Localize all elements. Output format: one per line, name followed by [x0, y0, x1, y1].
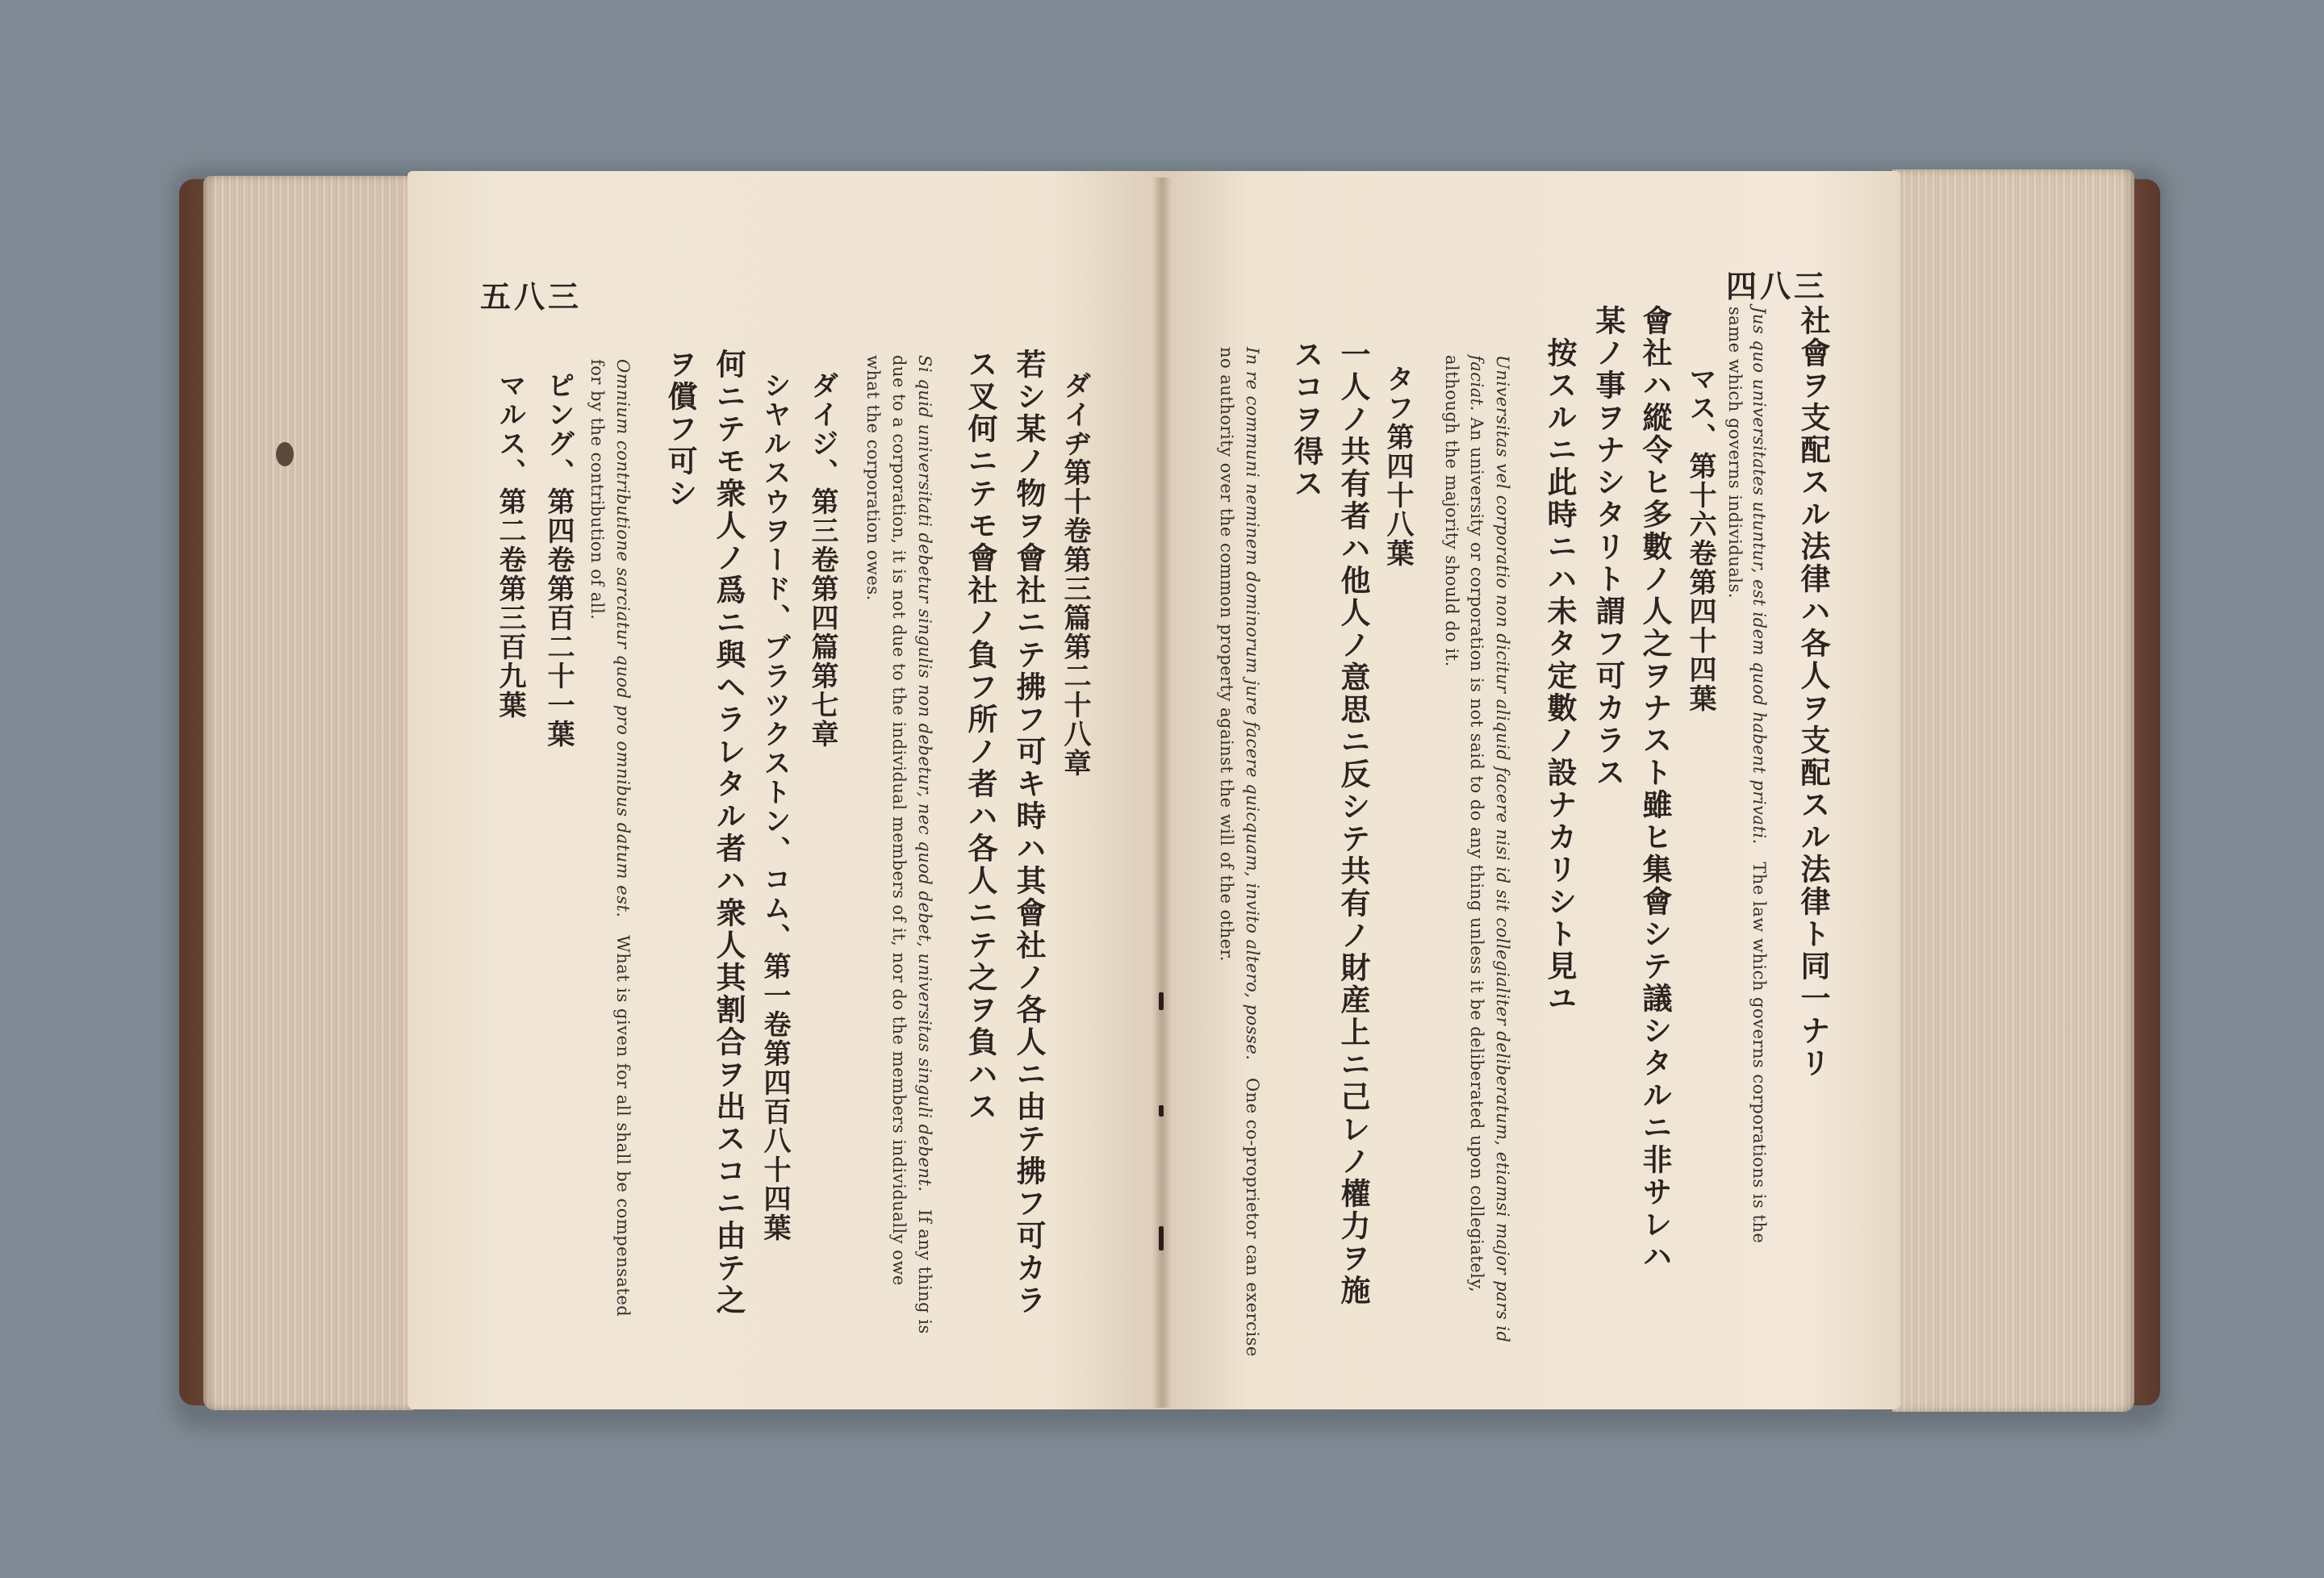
- english-text: no authority over the common property against the will of the other.: [1217, 347, 1236, 962]
- text-column: [587, 359, 607, 620]
- citation-heading: タフ第四十八葉: [1381, 365, 1414, 568]
- text-column: [1442, 355, 1461, 667]
- text-column: [1217, 347, 1236, 962]
- latin-text: Si quid universitati debetur singulis non debetur, nec quod debet, universitas singuli debent.: [915, 355, 934, 1192]
- english-text: same which governs individuals.: [1725, 307, 1745, 599]
- binding-stitch: [1159, 1226, 1164, 1250]
- right-page-edges: [1892, 169, 2134, 1412]
- binding-stitch: [1159, 1105, 1164, 1117]
- citation-heading: マルス、第二卷第三百九葉: [494, 371, 526, 720]
- text-column: 會社ハ縱令ヒ多數ノ人之ヲナスト雖ヒ集會シテ議シタルニ非サレハ: [1637, 305, 1673, 1273]
- left-page-edges: [203, 176, 413, 1410]
- citation-heading: シヤルスウヲード、ブラツクストン、コム、第一卷第四百八十四葉: [759, 371, 791, 1242]
- citation-heading: ダイヂ第十卷第三篇第二十八章: [1059, 371, 1091, 778]
- left-page-number: 五八三: [480, 278, 583, 315]
- english-text: what the corporation owes.: [863, 355, 883, 601]
- right-page-number: 四八三: [1725, 268, 1828, 304]
- citation-heading: ピング、第四卷第百二十一葉: [542, 371, 575, 749]
- text-column: [915, 355, 934, 1334]
- text-column: 社會ヲ支配スル法律ハ各人ヲ支配スル法律ト同一ナリ: [1795, 305, 1831, 1079]
- latin-text: faciat.: [1467, 355, 1486, 411]
- text-column: [889, 355, 909, 1286]
- text-column: [1467, 355, 1486, 1292]
- text-column: [613, 359, 633, 1317]
- citation-heading: マス、第十六卷第四十四葉: [1684, 365, 1716, 713]
- latin-text: Universitas vel corporatio non dicitur aliquid facere nisi id sit collegialiter deliberatum, etiamsi major pars id: [1493, 355, 1512, 1343]
- right-page: [1162, 171, 1900, 1409]
- text-column: 一人ノ共有者ハ他人ノ意思ニ反シテ共有ノ財産上ニ己レノ權力ヲ施: [1335, 339, 1371, 1307]
- text-column: 按スルニ此時ニハ未タ定數ノ設ナカリシト見ユ: [1542, 337, 1578, 1015]
- text-column: [1243, 347, 1262, 1357]
- english-text: One co-proprietor can exercise: [1243, 1077, 1262, 1357]
- text-column: [1493, 355, 1512, 1342]
- citation-heading: ダイジ、第三卷第四篇第七章: [806, 371, 838, 749]
- text-column: 若シ某ノ物ヲ會社ニテ拂フ可キ時ハ其會社ノ各人ニ由テ拂フ可カラ: [1011, 349, 1047, 1317]
- english-text: although the majority should do it.: [1442, 355, 1461, 667]
- english-text: What is given for all shall be compensated: [613, 935, 633, 1317]
- latin-text: Omnium contributione sarciatur quod pro omnibus datum est.: [613, 359, 633, 918]
- english-text: for by the contribution of all.: [587, 359, 607, 620]
- english-text: due to a corporation, it is not due to the individual members of it, nor do the members individually owe: [889, 355, 909, 1286]
- english-text: An university or corporation is not said to do any thing unless it be deliberated upon collegiately,: [1467, 417, 1486, 1293]
- latin-text: Jus quo universitates utuntur, est idem quod habent privati.: [1749, 307, 1769, 845]
- page-hole: [276, 442, 294, 466]
- latin-text: In re communi neminem dominorum jure facere quicquam, invito altero, posse.: [1243, 347, 1262, 1061]
- text-column: [1749, 307, 1769, 1243]
- text-column: ヲ償フ可シ: [663, 349, 698, 510]
- english-text: If any thing is: [915, 1209, 934, 1334]
- english-text: The law which governs corporations is the: [1749, 862, 1769, 1244]
- book-gutter: [1152, 177, 1172, 1408]
- text-column: ス叉何ニテモ會社ノ負フ所ノ者ハ各人ニテ之ヲ負ハス: [963, 349, 998, 1123]
- text-column: 某ノ事ヲナシタリト謂フ可カラス: [1590, 305, 1626, 789]
- text-column: スコヲ得ス: [1289, 339, 1324, 500]
- text-column: 何ニテモ衆人ノ爲ニ與ヘラレタル者ハ衆人其割合ヲ出スコニ由テ之: [711, 349, 746, 1317]
- binding-stitch: [1159, 992, 1164, 1010]
- text-column: [1725, 307, 1745, 599]
- text-column: [863, 355, 883, 601]
